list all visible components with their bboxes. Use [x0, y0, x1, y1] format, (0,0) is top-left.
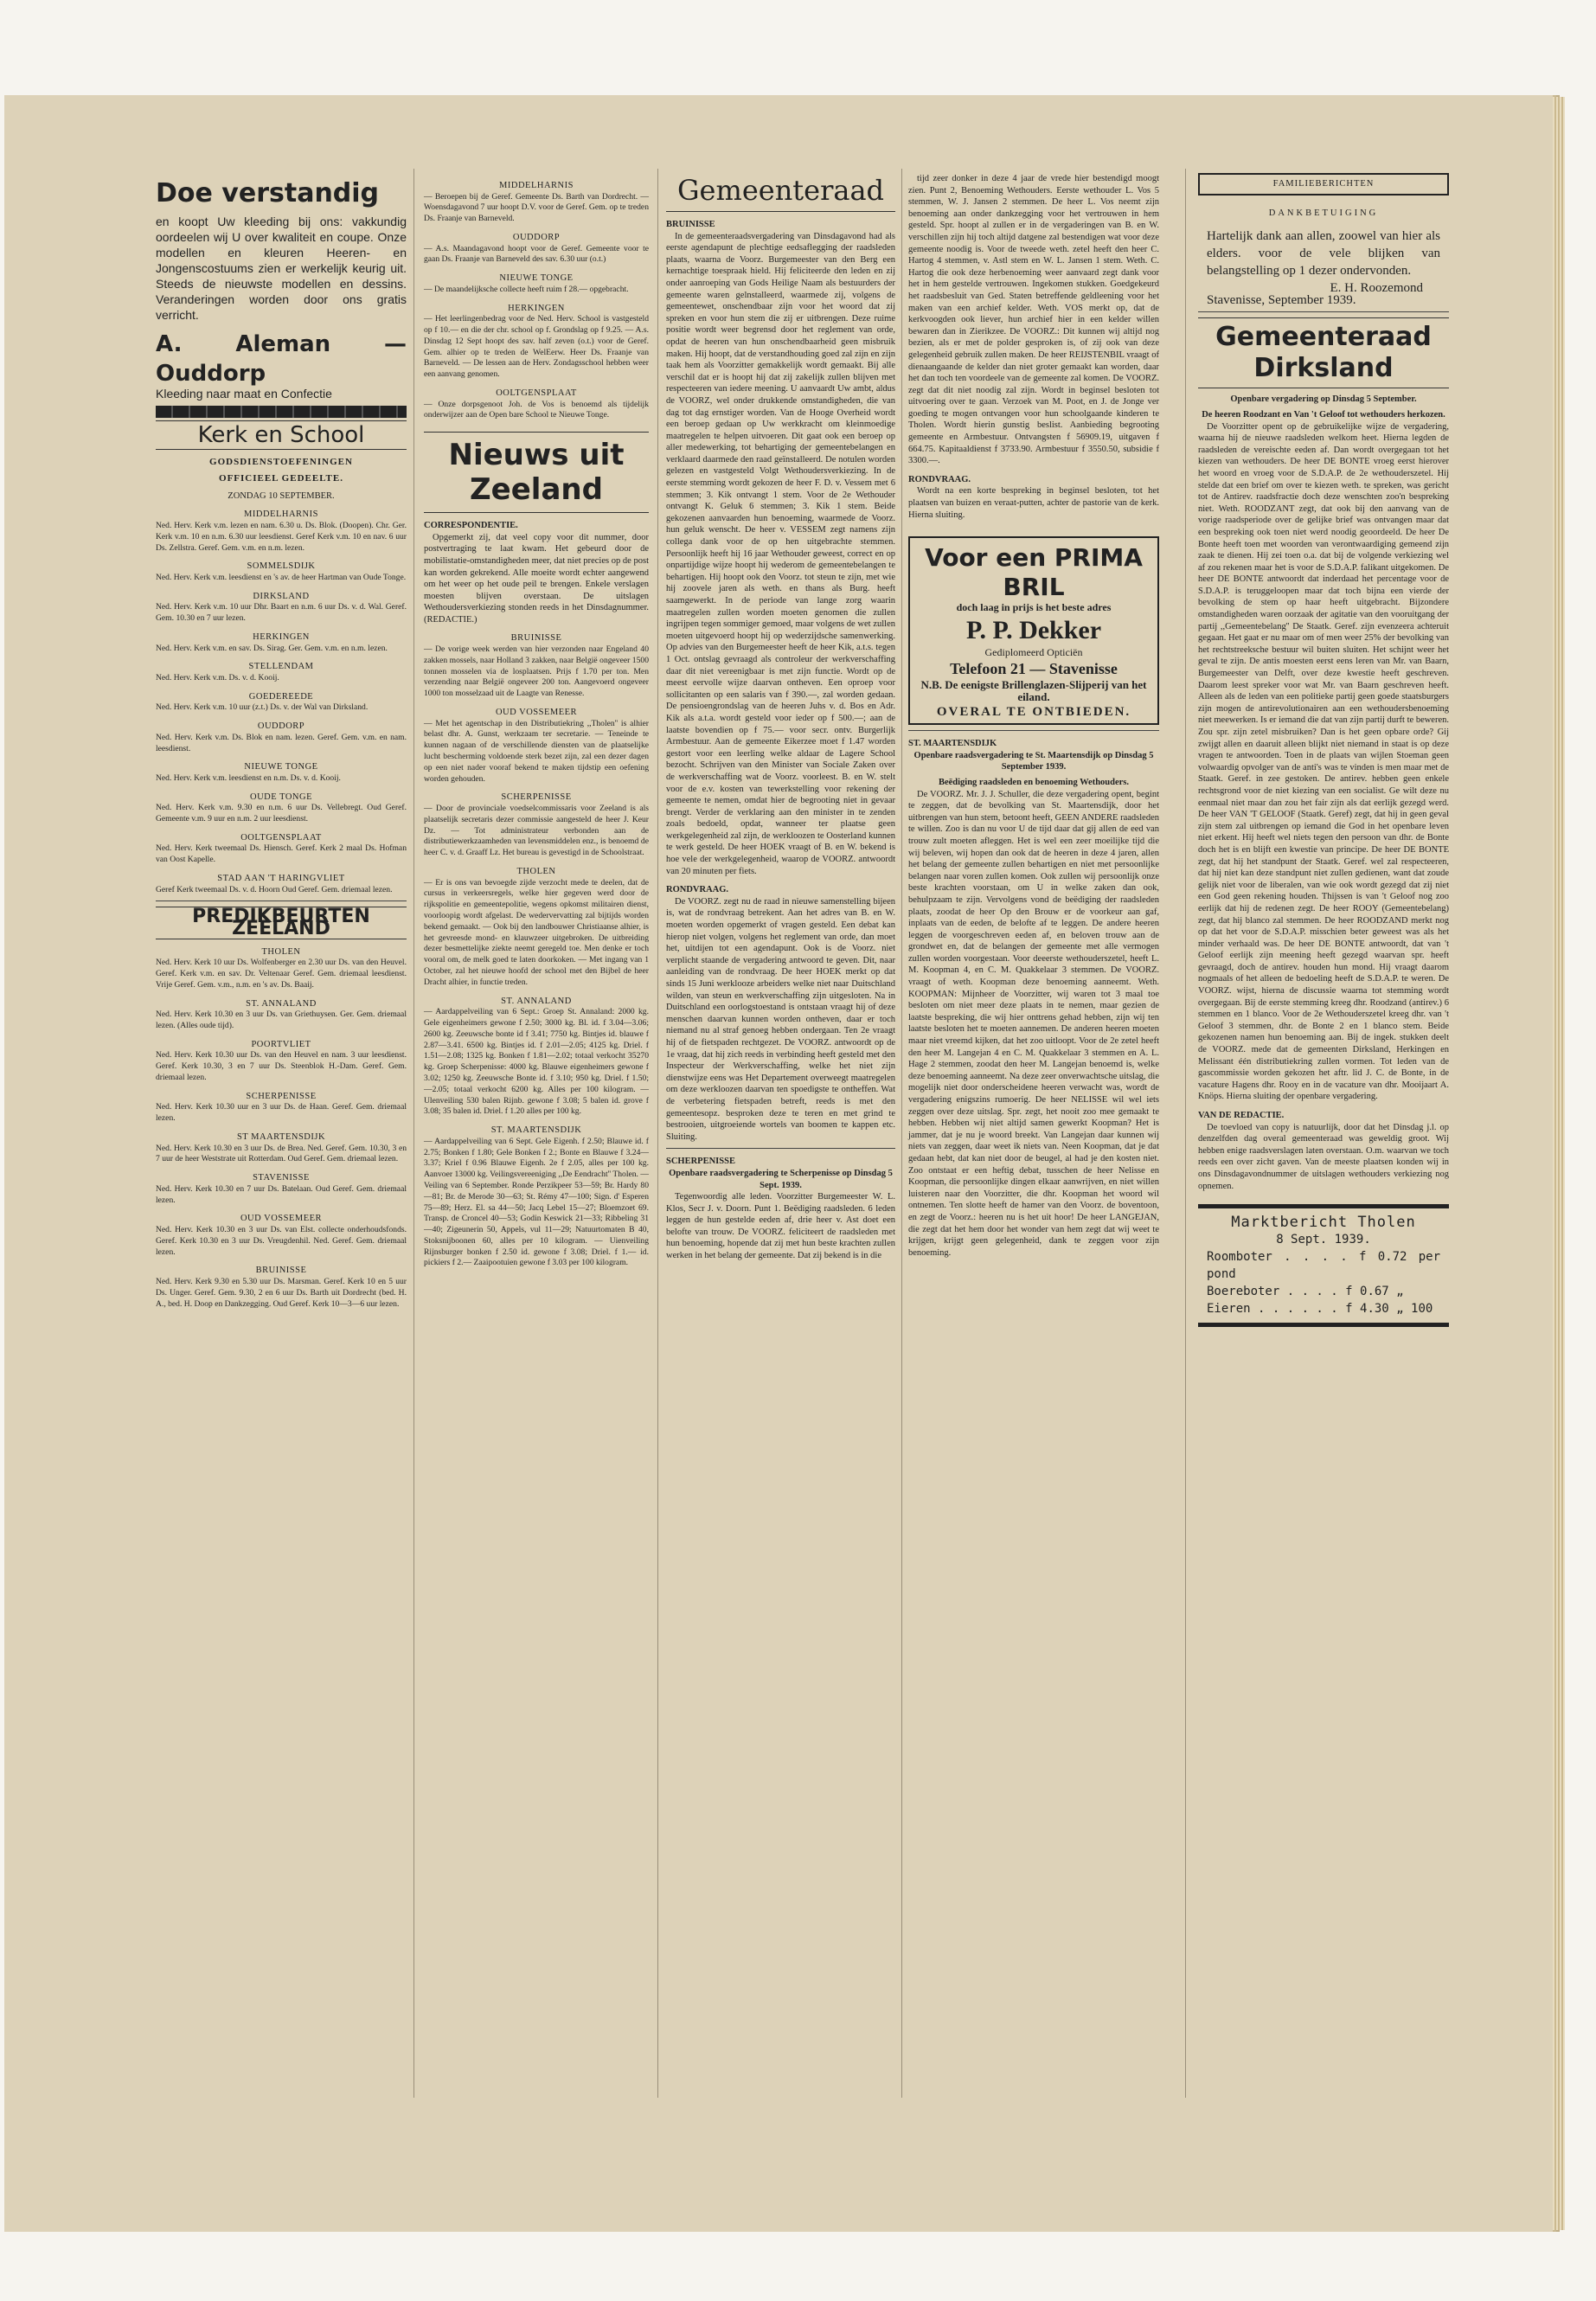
entry-text: — De vorige week werden van hier verzonden naar Engeland 40 zakken mossels, naar Holland 3 zakken, naar België ongeveer 1500 tonnen mosselen via de losplaatsen. Prijs f 1.70 per ton. Men verzending naar België ongeveer 200 ton. Aangevoerd ongeveer 1000 ton mosselzaad uit de Laagte van Renesse. [424, 644, 649, 699]
place-heading: SOMMELSDIJK [247, 561, 316, 572]
redactie-label: VAN DE REDACTIE. [1198, 1111, 1285, 1120]
place-heading: SCHERPENISSE [501, 792, 572, 803]
column-rule [413, 169, 414, 2098]
place-heading: STAD AAN 'T HARINGVLIET [217, 874, 345, 884]
place-heading: BRUINISSE [255, 1266, 307, 1276]
kerk-list [156, 509, 407, 895]
entry-text: — A.s. Maandagavond hoopt voor de Geref. Gemeente voor te gaan Ds. Fraanje van Barneveld des sav. 6.30 uur (o.t.) [424, 243, 649, 265]
markt-row [1207, 1300, 1440, 1317]
markt-value: f 0.67 „ [1345, 1285, 1404, 1299]
place-heading: OUDE TONGE [250, 792, 312, 802]
article-text: De VOORZ. zegt nu de raad in nieuwe samenstelling bijeen is, wat de rondvraag betrekent. Aan het adres van B. en W. moeten worden opgemerkt of vragen gesteld. Een debat kan hierop niet volgen, volgens het reglement van orde, dan moet het, uitdijen tot een agendapunt. Ook is de Voorz. niet verplicht staande de vergadering antwoord te geven. Dit, naar aanleiding van de rondvraag. De heer HOEK merkt op dat sinds 15 Juni werklooze arbeiders welke niet naar Duitschland wilden, van steun en werkverschaffing zijn uitgesloten. Na in Duitschland een oorlogstoestand is ontstaan vraagt hij of deze menschen daarvan kunnen worden ontheven, daar er toch niemand nu al straf genoeg hebben ondergaan. Ten 2e vraagt hij of de fietspaden rechtgezet. De VOORZ. antwoordt op de 1e vraag, dat hij zich reeds in verbinding heeft gesteld met den Inspecteur der Werkverschaffing, welke het niet zijn dienstwijze eens was Het Departement overweegt maatregelen om deze werkloozen daarvan ten spoedigste te ontheffen. Wat de verbetering fietspaden betreft, reeds is met den gemeentesopz. besproken deze te teren en met grind te bestrooien, uitgroeiende wortels van boomen te kappen etc. Sluiting. [666, 896, 895, 1142]
bril-ad [908, 536, 1159, 725]
entry-text: Ned. Herv. Kerk 10.30 en 3 uur Ds. van Elst. collecte onderhoudsfonds. Geref. Kerk 10.30 en 3 uur Ds. Vreugdenhil. Ned. Geref. Gem. driemaal lezen. [156, 1224, 407, 1257]
dirksland-title: Gemeenteraad Dirksland [1198, 317, 1449, 388]
entry-text: — Met het agentschap in den Distributiekring ,,Tholen'' is alhier belast dhr. A. Gunst, werkzaam ter secretarie. — Teneinde te kunnen nagaan of de verschillende diensten van de plaatselijke lucht bescherming voldoende sterk bezet zijn, zal een dezer dagen op een niet nader vooraf bekend te maken tijdstip een oefening worden gehouden. [424, 718, 649, 784]
place-heading: STAVENISSE [253, 1173, 310, 1183]
entry-text: Ned. Herv. Kerk 10 uur Ds. Wolfenberger en 2.30 uur Ds. van den Heuvel. Geref. Kerk v.m. en sav. Dr. Veltenaar Geref. Gem. driemaal leesdienst. Vrije Geref. Gem. v.m., n.m. en 's av. Ds. Baaij. [156, 958, 407, 990]
column-rule [1185, 169, 1186, 2098]
place-heading: NIEUWE TONGE [499, 273, 574, 284]
entry-text: — Het leerlingenbedrag voor de Ned. Herv. School is vastgesteld op f 10.— en die der chr. school op f. Grondslag op f 9.25. — A.s. Dinsdag 12 Sept hoopt des sav. half zeven (o.t.) voor de Geref. Gem. alhier op te treden de WelEerw. Heer Ds. Fraanje van Barneveld. — De lessen aan de Herv. Zondagsschool hebben weer een aanvang genomen. [424, 314, 649, 380]
dank-label: DANKBETUIGING [1268, 208, 1379, 218]
zeeland-news [424, 632, 649, 1269]
sub-heading: De heeren Roodzant en Van 't Geloof tot wethouders herkozen. [1202, 409, 1445, 420]
place-heading: OUDDORP [257, 721, 305, 732]
markt-row [1207, 1248, 1440, 1283]
markt-value: f 0.72 per pond [1207, 1250, 1440, 1282]
article-text: De toevloed van copy is natuurlijk, door dat het Dinsdag j.l. op denzelfden dag overal gemeenteraad was geweldig groot. Wij hebben enige raadsverslagen laten overstaan. O.m. waarvan we toch reeds een over zicht gaven. Van de meeste plaatsen konden wij in ons Dinsdagavondnummer de uitslagen wethouders verkiezing nog opnemen. [1198, 1122, 1449, 1191]
markt-label: Boereboter . . . . [1207, 1285, 1346, 1299]
entry-text: Ned. Herv. Kerk v.m. 10 uur Dhr. Baart en n.m. 6 uur Ds. v. d. Wal. Geref. Gem. 10.30 en 7 uur lezen. [156, 602, 407, 624]
bril-ad-line: OVERAL TE ONTBIEDEN. [936, 704, 1131, 719]
bril-ad-line: N.B. De eenigste Brillenglazen-Slijperij van het eiland. [920, 678, 1147, 703]
sub-heading: Openbare raadsvergadering te Scherpenisse op Dinsdag 5 Sept. 1939. [669, 1168, 893, 1190]
gemeenteraad-title: Gemeenteraad [666, 173, 895, 212]
place-heading: ST. ANNALAND [501, 996, 572, 1006]
entry-text: Geref Kerk tweemaal Ds. v. d. Hoorn Oud Geref. Gem. driemaal lezen. [156, 884, 393, 894]
kerk-kop: GODSDIENSTOEFENINGEN [209, 456, 353, 467]
entry-text: Ned. Herv. Kerk 10.30 en 3 uur Ds. van Griethuysen. Ger. Gem. driemaal lezen. (Alles oude tijd). [156, 1009, 407, 1031]
entry-text: Ned. Herv. Kerk v.m. Ds. Blok en nam. lezen. Geref. Gem. v.m. en nam. leesdienst. [156, 732, 407, 753]
column-rule [657, 169, 658, 2098]
column-rule [901, 169, 902, 2098]
place-heading: OUD VOSSEMEER [240, 1214, 323, 1224]
local-news [424, 180, 649, 421]
entry-text: Ned. Herv. Kerk 10.30 uur en 3 uur Ds. de Haan. Geref. Gem. driemaal lezen. [156, 1102, 407, 1124]
famil-box [1198, 173, 1449, 195]
place-heading: ST MAARTENSDIJK [236, 1131, 326, 1142]
rondvraag-label: RONDVRAAG. [908, 474, 971, 484]
column-2 [424, 173, 649, 1269]
article-text: De Voorzitter opent op de gebruikelijke wijze de vergadering, waarna hij de nieuwe raadsleden welkom heet. Hierna legden de raadsleden de vereischte eeden af. Dan wordt overgegaan tot het kiezen van wethouders. De heer DE BONTE vroeg eerst hierover het woord en vroeg voor de S.D.A.P. de 2e wethouderszetel. Hij stelde dat een brief om over te kiezen weth. te spreken, was gericht tot de Antirev. raadsfractie doch deze wenschten zoo'n bespreking niet. Weth. ROODZANT zegt, dat ook bij den aanvang van de vorige raadsperiode over de gelijke brief was ontvangen maar dat een bespreking ook toen niet werd noodig geoordeeld. De heer De Bonte heeft toen met woorden van verontwaardiging gemeend zijn zaak te dienen. Hij zei toen o.a. dat bij de volgende verkiezing wel af zou rekenen maar het is voor de S.D.A.P. falikant uitgekomen. De heer DE BONTE antwoordt dat inderdaad het percentage voor de S.D.A.P. is teruggeloopen maar dat toch bijna een vierde der bevolking de stem op haar heeft uitgebracht. Bijzondere omstandigheden waren oorzaak der agitatie van den vooruitgang der partij ,,Gemeentebelang'' De Staatk. Geref. zijn evenzeera achteruit gegaan. Het gaat er nu maar om of men weer 25% der bevolking van het rechtstreeksche bestuur wil buiten sluiten. Het schijnt weer het geval te zijn. De antis moesten eerst eens leren van Mr. van Baarn, Burgemeester van Delft, over deze kwestie heeft geschreven. Daarom leest spreker voor wat Mr. van Baarn geschreven heeft. Alleen als de leden van een politieke partij geen goede staatsburgers zijn mogen de antirevolutionairen aan een wethoudersbenoeming niet meewerken. Is er iemand die dat van zijn partij durft te beweren. Zou spr. zijn zetel misbruiken? Dan is het geen opbare orde? Gij zwijgt allen en daaruit alleen blijkt niet niemand in staat is op deze vragen te antwoorden. Toen in de plaats van wijlen Stoeman geen volwaardig opvolger van de anti's was te vinden is men maar met de Staatk. Geref. in zee gestoken. De antirev. hebben geen enkele rechtsgrond voor de niet kiezing van een socialist. Ge wilt deze nu eenmaal niet maar dan zou het fair zijn als dat eerlijk gezegd werd. De heer VAN 'T GELOOF (Staatk. Geref) zegt, dat hij in geen geval zijn stem zal uitbrengen op iemand die God in het openbare leven niet erkent. Hij heeft wel niets tegen den persoon van dhr. de Bonte doch het is en blijft een kwestie van principe. De heer DE BONTE zegt, dat hij het standpunt der Staatk. Geref. wel zal respecteeren, dat hij niet kan deze standpunt niet zullen gedienen, want dat zoude gelijk niet voor de liberalen, van wie ook wordt gezegd dat zij niet een God geen rekening houden. Thijssen is van 't Geloof nog zoo eerlijk dat hij de redenen zegt. De heer ROOY (Gemeentebelang) zegt, dat hij blanco zal stemmen. De heer ROODZAND merkt nog op dat het voor de S.D.A.P. misschien beter geweest was als het minder verhaald was. De heer DE BONTE antwoordt, dat van 't Geloof eerlijk zijn meening heeft gezegd waarvan spr. heeft gevraagd, doch de antirev. houden hun mond. Hij vraagt daarom nogmaals of het alleen de bedoeling heeft de S.D.A.P. te weren. De VOORZ. wijst, hierna de discussie waarna tot stemming wordt overgegaan. Bij de eerste stemming kreeg dhr. Roodzand (antirev.) 6 stemmen en 1 blanco. Voor de 2e Wethouderszetel kreeg dhr. van 't Geloof 3 stemmen, dhr. de Bonte 2 en 1 blanco stem. Beide gekozenen namen hun benoeming aan. Bij de ingek. stukken deelt de VOORZ. mede dat de gemeenten Dirksland, Herkingen en Melissant één distributiekring zullen vormen. Tot leden van de gascommissie worden gekozen het aftr. lid J. C. de Bonte, in de vacature Hagens dhr. Rooy en in de vacature van dhr. Mooijaart A. Knöps. Hierna sluiting der openbare vergadering. [1198, 421, 1449, 1102]
place-heading: THOLEN [516, 867, 556, 876]
rondvraag-label: RONDVRAAG. [666, 885, 729, 895]
bril-ad-phone: Telefoon 21 — Stavenisse [950, 660, 1118, 678]
article-text: In de gemeenteraadsvergadering van Dinsdagavond had als eerste agendapunt de plechtige eedsaflegging der raadsleden plaats, waarna de Voorz. Burgemeester van den Berg een kernachtige toespraak hield. Hij feliciteerde den leden en zij onder aanroeping van Gods Heilige Naam als bestuurders der gemeente waren gelnstalleerd, waarmede zij, volgens de gemeentewet, onschendbaar zijn voor het woord dat zij spreken en voor hun stem die zij er uitbrengen. Deze ruime positie wordt weer begrensd door het reglement van orde, opdat de heeren van hun onschendbaarheid geen misbruik maken. Hij hoopt, dat de verstandhouding goed zal zijn en zijn taak hem als Voorzitter gemakkelijk wordt gemaakt. Bij alle verschil dat er is hoopt hij dat zij zakelijk zullen blijven met respecteeren van iedere meening. U aanvaardt Uw ambt, aldus de VOORZ, wel onder drukkende omstandigheden, die van dag tot dag ernstiger worden. Van de Hooge Overheid wordt een beroep gedaan op Uw werkkracht om kleinmoedige maatregelen te helpen uitvoeren. Dit gaat ook een beroep op aller medewerking, tot behartiging der gemeentebelangen en verklaard daarmede den raad geïnstalleerd. De notulen worden gelezen en vastgesteld Volgt Wethoudersverkiezing. In de eerste stemming wordt gekozen de heer F. D. v. Vessem met 6 stemmen; 3. Kik ontvangt 1 stem. Voor de 2e Wethouder ontvangt K. Geluk 6 stemmen; 3. Kik 1 stem. Beide gekozenen aanvaarden hun benoeming, waarmede de Voorz. hun geluk wenscht. De heer v. VESSEM zegt namens zijn collega dank voor de op hen uitgebrachte stemmen. Persoonlijk heeft hij 16 jaar Wethouder geweest, correct en op onpartijdige wijze hoopt hij wederom de gemeentebelangen te behartigen. Hij hoopt ook den Voorz. tot steun te zijn, met wie hij zoovele jaren als weth. en thans als Burg. heeft saamgewerkt. In de periode van lange zorg waarin maatregelen zullen worden moeten genomen die zullen ingrijpen tegen sommiger gemoed, maar volgens de wet zullen moeten uitgevoerd hoopt hij op wederzijdsche samenwerking. Op advies van den Burgemeester heeft de heer Kik, a.t.s. tegen 1 Oct. ontslag gevraagd als controleur der werkverschaffing daar dit niet vereenigbaar is met zijn functie. Wordt op de meest eervolle wijze daarvan ontheven. Een oproep voor sollicitanten op een salaris van f 390.—, zal worden gedaan. De pensioengrondslag van de heeren Juhs v. d. Bos en Adr. Kik als a.t.a. wordt gesteld voor ieder op f 500.—; aan de laatste bovendien op f 75.— voor secr. ontv. Burgerlijk Armbestuur. Aan de gemeente Eikerzee moet f 1.47 worden gestort voor een leerling welke aldaar de Lagere School bezocht. Schrijven van den Minister van Sociale Zaken over de werkverschaffing wat de Voorz. voorleest. B. en W. stelt voor de e.v. kosten van tewerkstelling voor rekening der gemeente te nemen, omdat hier de begrooting niet in gevaar brengt. Verder de verklaring aan den minister in te zenden zoals bedoeld, opdat, wanneer ter plaatse geen werkgelegenheid zal zijn, de werkloozen te Oosterland kunnen te werk gesteld. De heer HOEK vraagt of B. en W. bekend is hoe vele der werkgelegenheid, waarop de VOORZ. antwoordt van 20 minuten per fiets. [666, 231, 895, 876]
place-heading: OUD VOSSEMEER [495, 708, 578, 718]
entry-text: Ned. Herv. Kerk v.m. Ds. v. d. Kooij. [156, 672, 279, 683]
markt-label: Eieren . . . . . . [1207, 1302, 1346, 1317]
kerk-title: Kerk en School [156, 420, 407, 450]
place-heading: SCHERPENISSE [246, 1091, 317, 1101]
markt-row [1207, 1283, 1440, 1300]
entry-text: — Aardappelveiling van 6 Sept. Gele Eigenh. f 2.50; Blauwe id. f 2.75; Bonken f 1.80; Gele Bonken f 2.; Bonte en Blauwe f 3.24—3.37; Kriel f 0.96 Blauwe Eigenh. 2e f 2.05, alles per 100 kg. Aanvoer 13000 kg. Veilingsvereeniging ,,De Eendracht'' Tholen. — Veiling van 6 September. Ronde Perzikpeer 53—59; Br. Hardy 80—81; Br. de Merode 30—63; St. Rémy 47—100; Sign. d' Esperen 75—89; Herz. El. sa 44—50; Jacq Lebel 15—27; Bloemzoet 69. Transp. de Croncel 40—53; Godin Keswick 21—33; Ribbeling 31—40; Zigeunerin 50, Appels, vul 11—29; Natuurtomaten B 40, Stoksnijboonen 60, alles per 10 kilogram. — Uienveiling Rijnsburger bonken f 2.50 id. gewone f 3.08; Driel. f 1.— id. pickiers f 2.— Zaaipootuien gewone f 3.03 per 100 kilogram. [424, 1136, 649, 1268]
preek-title: PREDIKBEURTEN ZEELAND [156, 907, 407, 939]
entry-text: — Beroepen bij de Geref. Gemeente Ds. Barth van Dordrecht. — Woensdagavond 7 uur hoopt D.V. voor de Geref. Gem. op te treden Ds. Fraanje van Barneveld. [424, 191, 649, 224]
corr-label: CORRESPONDENTIE. [424, 521, 518, 531]
entry-text: — Aardappelveiling van 6 Sept.: Groep St. Annaland: 2000 kg. Gele eigenheimers gewone f 2.50; 3000 kg. Bl. id. f 3.04—3.06; 2600 kg. Zeeuwsche bonte id f 3.41; 7750 kg. Bintjes id. blauwe f 2.87—3.41. 6500 kg. Bintjes id. f 2.01—2.05; 4125 kg. Driel. f 1.51—2.08; 1325 kg. Bonken f 1.81—2.02; totaal verkocht 35270 kg. Groep Scherpenisse: 4000 kg. Blauwe eigenheimers gewone f 3.02; 1250 kg. Zeeuwsche Bonte id. f 3.10; 950 kg. Driel. f 1.50; —2.05; totaal verkocht 6200 kg. Alles per 100 kilogram. — Ulenveiling 530 balen Rijnb. gewone f 3.08; 5 balen id. grove f 3.08; 35 balen id. Driel. f 1.20 alles per 100 kg. [424, 1007, 649, 1117]
entry-text: Ned. Herv. Kerk v.m. 10 uur (z.t.) Ds. v. der Wal van Dirksland. [156, 702, 369, 713]
dank-sign: E. H. Roozemond [1330, 281, 1423, 296]
entry-text: Ned. Herv. Kerk v.m. en sav. Ds. Sirag. Ger. Gem. v.m. en n.m. lezen. [156, 643, 388, 653]
sub-heading: Beëdiging raadsleden en benoeming Wethouders. [938, 777, 1130, 787]
markt-value: f 4.30 „ 100 [1345, 1302, 1433, 1317]
divider [1198, 311, 1449, 312]
place-heading: SCHERPENISSE [666, 1157, 735, 1167]
corr-text: Opgemerkt zij, dat veel copy voor dit nummer, door postvertraging te laat kwam. Het gebeurd door de mobilistatie-omstandigheden meer, dat niet precies op de post kan worden gekrekend. Alle moeite wordt echter aangewend om het weer op het oude peil te brengen. Enkele verslagen moesten blijven overstaan. De uitslagen Wethoudersverkiezing stonden reeds in het Dinsdagnummer. (REDACTIE.) [424, 532, 649, 625]
entry-text: — Door de provinciale voedselcommissaris voor Zeeland is als plaatselijk secretaris dezer commissie aangesteld de heer J. Keur Dz. — Tot administrateur verbonden aan de distributiewerkzaamheden van levensmiddelen enz., is benoemd de heer C. v. d. Graaff Lz. Het bureau is gevestigd in de Schoolstraat. [424, 804, 649, 858]
place-heading: STELLENDAM [248, 662, 314, 672]
markt-date: 8 Sept. 1939. [1276, 1233, 1371, 1247]
place-heading: HERKINGEN [253, 631, 310, 642]
entry-text: — Er is ons van bevoegde zijde verzocht mede te deelen, dat de cursus in verkeersregels, welke hier gegeven werd door de rijkspolitie en gemeentepolitie, wegens opkomst militairen dienst, voorloopig wordt afgelast. De wedervervatting zal bijtijds worden bekend gemaakt. — Ook bij den landbouwer Christiaanse alhier, is het gevreesde mond- en klauwzeer uitgebroken. De uitbreiding dezer besmettelijke ziekte neemt geregeld toe. Men denke er toch vooral om, de melk goed te laten doorkoken. — Met ingang van 1 October, zal het nieuwe hoofd der school met den Bijbel de heer Dracht alhier, in functie treden. [424, 877, 649, 987]
column-5 [1198, 173, 1449, 1327]
kerk-sub: OFFICIEEL GEDEELTE. [219, 473, 343, 484]
sub-heading: Openbare vergadering op Dinsdag 5 September. [1230, 394, 1417, 405]
article-text: Tegenwoordig alle leden. Voorzitter Burgemeester W. L. Klos, Secr J. v. Doorn. Punt 1. Beëdiging raadsleden. 6 leden leggen de hun gestelde eeden af, drie heer v. Ast doet een belofte van trouw. De VOORZ. feliciteert de raadsleden met hun benoeming, hopende dat zij met hun beste krachten zullen werken in het belang der gemeente. Dat zij bekend is in die [666, 1192, 895, 1261]
place-heading: NIEUWE TONGE [244, 762, 318, 772]
bril-ad-line: doch laag in prijs is het beste adres [956, 601, 1112, 614]
entry-text: — De maandelijksche collecte heeft ruim f 28.— opgebracht. [424, 284, 629, 294]
kerk-date: ZONDAG 10 SEPTEMBER. [228, 490, 335, 501]
place-heading: THOLEN [261, 946, 301, 957]
bril-ad-title: Voor een PRIMA BRIL [925, 543, 1143, 602]
place-heading: OOLTGENSPLAAT [240, 832, 322, 843]
bril-ad-name: P. P. Dekker [965, 615, 1102, 644]
place-heading: GOEDEREEDE [248, 691, 314, 702]
article-text: De VOORZ. Mr. J. J. Schuller, die deze vergadering opent, begint te zeggen, dat de bevolking van St. Maartensdijk, door het uitbrengen van hun stem, betoont heeft, GEEN ANDERE raadsleden te willen. Zoo is dan nu voor U de tijd daar dat gij allen de eed van trouw zult moeten afleggen. Het is wel een zeer moeilijke tijd die wij beleven, wij hopen dan ook dat de heeren in deze 4 jaren, allen het belang der gemeente zullen behartigen en niet met persoonlijke belangen naar voren zullen komen. Ook zullen wij persoonlijk onze beste krachten voorstaan, om U in welke zaken dan ook, behulpzaam te zijn. Vervolgens vond de beëdiging der raadsleden plaats, zoodat de heer Op den Brouw er de voorkeur aan gaf, inplaats van de eeden, de belofte af te leggen. De andere heeren leggen de voorgeschreven eeden af, en beloven trouw aan de grondwet en, dat de belangen der gemeente met alle vermogen zullen worden voorgestaan. Voor deeerste wethouderszetel, heeft L. M. Koopman 4, en C. M. Quakkelaar 3 stemmen. De VOORZ. vraagt of weth. Koopman deze benoeming aanneemt. Weth. KOOPMAN: Mijnheer de Voorzitter, wij waren tot 3 maal toe besloten om niet meer deze plaats in te nemen, maar gezien de laatste bespreking, die wij hier onttrens gehad hebben, zijn wij ten laatste besloten het te moeten aannemen. De anderen heeren moeten maar niet vreemd kijken, dat het zoo uitloopt. Voor de 2e zetel heeft den heer M. Langejan 4 en C. M. Quakkelaar 3 stemmen en A. L. Hage 2 stemmen, zoodat den heer M. Langejan benoemd is, welke deze benoeming aanneemt. Na deze zeer onverwachtsche uitslag, die mogelijk niet door onderscheidene heeren verwacht was, wordt de vergadering enigszins rumoerig. De heer NELISSE wil wel iets zeggen over deze uitslag. Spr. zegt, het nooit zoo mee gemaakt te hebben. Hebben wij niet altijd samen gewerkt Koopman? Het is jammer, dat je nu je woord breekt. Van Langejan daar kunnen wij niets van zeggen, daar weet ik niets van. Neen Koopman, dat je dat gedaan hebt, dat kan niet door de beugel, al had je den kosten niet. Zoo ontstaat er een heftig debat, tusschen de heer Nelisse en Koopman, die persoonlijke dingen elkaar aanwrijven, en niet willen luisteren naar den Voorzitter, die dhr. Koopman het woord wil ontnemen. Ten slotte heeft de hamer van den Voorz. de boventoon, en zegt de Voorz.: heeren nu is het uit hoor! De heer LANGEJAN, die zegt dat het hem door het wonder van hem zegt dat wij weet te krijgen, krijgt geen gelegenheid, dank te zeggen voor zijn benoeming. [908, 789, 1159, 1258]
entry-text: Ned. Herv. Kerk 10.30 en 3 uur Ds. de Brea. Ned. Geref. Gem. 10.30, 3 en 7 uur de heer Weststrate uit Rotterdam. Oud Geref. Gem. driemaal lezen. [156, 1143, 407, 1164]
page-edge [1553, 97, 1565, 2230]
ad-rule [156, 406, 407, 418]
entry-text: Ned. Herv. Kerk tweemaal Ds. Hiensch. Geref. Kerk 2 maal Ds. Hofman van Oost Kapelle. [156, 843, 407, 865]
entry-text: Ned. Herv. Kerk 10.30 uur Ds. van den Heuvel en nam. 3 uur leesdienst. Geref. Kerk 10.30, 3 en 7 uur Ds. Steenblok H.-Dam. Geref. Gem. driemaal lezen. [156, 1050, 407, 1082]
dank-text: Hartelijk dank aan allen, zoowel van hier als elders. voor de vele blijken van belangstelling op 1 dezer ondervonden. [1207, 229, 1440, 279]
markt-label: Roomboter . . . . [1207, 1250, 1359, 1265]
ad-sub: Kleeding naar maat en Confectie [156, 387, 332, 401]
divider [908, 730, 1159, 731]
entry-text: Ned. Herv. Kerk v.m. leesdienst en n.m. Ds. v. d. Kooij. [156, 772, 341, 783]
column-1 [156, 177, 407, 1310]
article-text: tijd zeer donker in deze 4 jaar de vrede hier bestendigd moogt zien. Punt 2, Benoeming Wethouders. Eerste wethouder L. Vos 5 stemmen, W. J. Jansen 2 stemmen. De heer L. Vos neemt zijn benoeming aan onder dankzegging voor het vertrouwen in hem gesteld. Spr. hoopt al zullen er in de vergaderingen van B. en W. verschillen zijn hij toch altijd datgene zal bestendigen wat voor deze gemeente noodig is. Voor de tweede weth. zetel heeft den heer C. Hartog 4 stemmen, v. Astl stem en W. L. Jansen 1 stem. Weth. C. Hartog die ook deze herbenoeming weer aanvaard zegt dank voor het in hem gestelde vertrouwen. Ingekomen stukken. Goedgekeurd het raadsbesluit van Ged. Staten betreffende geldleening voor het maken van een archief kelder. Weth. VOS merkt op, dat de kerkvoogden ook liever, hun archief hier in een kelder willen bewaren dan in Zierikzee. De VOORZ.: Dit kunnen wij altijd nog bezien, als er met de polder gesproken is, of zij ook van deze gelegenheid gebruik zullen maken. De heer REIJSTENBIL vraagt of dienaangaande de kelder dan niet groter gemaakt kan worden, daar het dan toch ten voordeele van de gemeente zal komen. De VOORZ. zegt dat dit niet noodig zal zijn. Wordt in beginsel besloten tot uitvoering over te gaan. Verzoek van M. Poot, en J. de Jonge ver goeding te mogen ontvangen voor hun schoolgaande kinderen te Tholen. Wordt hierin gunstig beslist. Aanbieding begrooting gemeente en Armbestuur. Ontvangsten f 56909.19, uitgaven f 664.75. Kapitaaldienst f 3733.90. Armbestuur f 3550.50, subsidie f 3300.—. [908, 174, 1159, 466]
entry-text: Ned. Herv. Kerk 10.30 en 7 uur Ds. Batelaan. Oud Geref. Gem. driemaal lezen. [156, 1183, 407, 1205]
bril-ad-line: Gediplomeerd Opticiën [984, 645, 1083, 658]
sub-heading: Openbare raadsvergadering te St. Maartensdijk op Dinsdag 5 September 1939. [913, 750, 1154, 772]
ad-title: Doe verstandig [156, 178, 380, 208]
markt-box [1198, 1204, 1449, 1327]
column-4 [908, 173, 1159, 1259]
place-heading: BRUINISSE [510, 633, 562, 644]
place-heading: OUDDORP [512, 232, 561, 242]
place-heading: HERKINGEN [508, 303, 565, 313]
place-heading: ST. MAARTENSDIJK [490, 1125, 582, 1136]
zeeland-title: Nieuws uit Zeeland [424, 432, 649, 513]
preek-list [156, 946, 407, 1311]
place-heading: DIRKSLAND [253, 591, 310, 601]
place-heading: POORTVLIET [251, 1039, 311, 1049]
ad-body: en koopt Uw kleeding bij ons: vakkundig oordeelen wij U over kwaliteit en coupe. Onze modellen en kleuren Heeren- en Jongenscostuums zien er werkelijk keurig uit. Steeds de nieuwste modellen en dessins. Veranderingen worden door ons gratis verricht. [156, 215, 407, 322]
place-heading: ST. ANNALAND [246, 998, 317, 1009]
entry-text: Ned. Herv. Kerk v.m. leesdienst en 's av. de heer Hartman van Oude Tonge. [156, 572, 407, 582]
divider [666, 1148, 895, 1149]
dank-place: Stavenisse, September 1939. [1207, 292, 1356, 307]
famil-label: FAMILIEBERICHTEN [1272, 179, 1375, 189]
ad-brand: A. Aleman — Ouddorp [156, 331, 407, 387]
column-3 [666, 173, 895, 1262]
place-heading: ST. MAARTENSDIJK [908, 739, 997, 749]
place-heading: MIDDELHARNIS [244, 510, 318, 520]
entry-text: Ned. Herv. Kerk v.m. lezen en nam. 6.30 u. Ds. Blok. (Doopen). Chr. Ger. Kerk v.m. 10 en n.m. 6.30 uur leesdienst. Geref Kerk v.m. 10 en nav. 6 uur Ds. Zellstra. Geref. Gem. v.m. en n.m. lezen. [156, 520, 407, 553]
markt-title: Marktbericht Tholen [1231, 1214, 1416, 1232]
place-heading: MIDDELHARNIS [499, 181, 574, 190]
entry-text: — Onze dorpsgenoot Joh. de Vos is benoemd als tijdelijk onderwijzer aan de Open bare School te Nieuwe Tonge. [424, 399, 649, 420]
place-heading: BRUINISSE [666, 220, 715, 229]
entry-text: Ned. Herv. Kerk v.m. 9.30 en n.m. 6 uur Ds. Vellebregt. Oud Geref. Gemeente v.m. 9 uur en n.m. 2 uur leesdienst. [156, 803, 407, 824]
place-heading: OOLTGENSPLAAT [496, 388, 577, 398]
markt-rows [1207, 1248, 1440, 1317]
article-text: Wordt na een korte bespreking in beginsel besloten, tot het plaatsen van buizen en veraat-putten, achter de pastorie van de kerk. Hierna sluiting. [908, 486, 1159, 520]
entry-text: Ned. Herv. Kerk 9.30 en 5.30 uur Ds. Marsman. Geref. Kerk 10 en 5 uur Ds. Unger. Geref. Gem. 9.30, 2 en 6 uur Ds. Barth uit Dordrecht (bed. H. A., bed. H. Doop en Dankzegging. Oud Geref. Kerk 10—3—6 uur lezen. [156, 1276, 407, 1309]
